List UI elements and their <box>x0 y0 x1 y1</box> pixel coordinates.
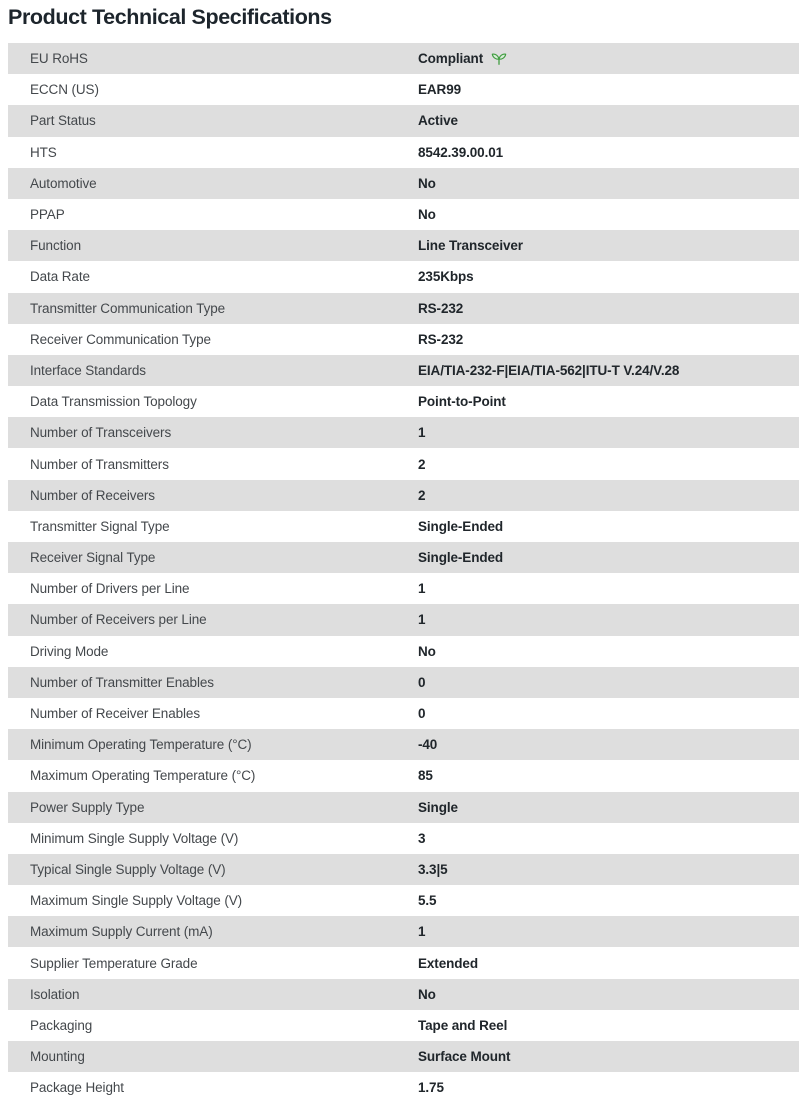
spec-label: Maximum Supply Current (mA) <box>30 924 213 940</box>
spec-row <box>8 1010 799 1041</box>
spec-value-wrap <box>418 924 425 939</box>
spec-value-wrap <box>418 831 425 846</box>
spec-label: ECCN (US) <box>30 82 99 98</box>
spec-row <box>8 823 799 854</box>
spec-label: Number of Drivers per Line <box>30 581 190 597</box>
spec-value: 2 <box>418 456 426 472</box>
spec-label: Supplier Temperature Grade <box>30 955 198 971</box>
spec-value-wrap <box>418 363 679 378</box>
spec-value: 1 <box>418 924 426 940</box>
spec-value-wrap <box>418 394 506 409</box>
spec-value-wrap <box>418 238 523 253</box>
spec-value-wrap <box>418 488 425 503</box>
spec-label: Number of Transceivers <box>30 425 172 441</box>
spec-value-wrap <box>418 862 448 877</box>
page-title: Product Technical Specifications <box>8 5 332 29</box>
spec-label: Data Transmission Topology <box>30 394 197 410</box>
spec-label: Isolation <box>30 986 80 1002</box>
spec-label: Mounting <box>30 1049 85 1065</box>
spec-label: Function <box>30 238 81 254</box>
spec-row <box>8 448 799 479</box>
spec-value: Single-Ended <box>418 518 504 534</box>
spec-value: RS-232 <box>418 331 464 347</box>
spec-row <box>8 355 799 386</box>
spec-label: Minimum Operating Temperature (°C) <box>30 737 252 753</box>
spec-value-wrap <box>418 737 437 752</box>
spec-value: Tape and Reel <box>418 1017 508 1033</box>
spec-row <box>8 1041 799 1072</box>
spec-value: Single <box>418 799 458 815</box>
spec-value-wrap <box>418 82 461 97</box>
spec-value: No <box>418 175 436 191</box>
spec-label: Minimum Single Supply Voltage (V) <box>30 830 239 846</box>
spec-label: Number of Receiver Enables <box>30 706 200 722</box>
spec-value: Point-to-Point <box>418 394 506 410</box>
spec-label: Driving Mode <box>30 643 109 659</box>
spec-value-wrap <box>418 550 503 565</box>
spec-value-wrap <box>418 457 425 472</box>
spec-row <box>8 230 799 261</box>
spec-row <box>8 729 799 760</box>
spec-row <box>8 74 799 105</box>
spec-row <box>8 386 799 417</box>
spec-row <box>8 511 799 542</box>
spec-value-wrap <box>418 51 507 66</box>
leaf-icon <box>491 52 507 66</box>
spec-value-wrap <box>418 706 425 721</box>
spec-row <box>8 636 799 667</box>
spec-value-wrap <box>418 1080 444 1095</box>
spec-value-wrap <box>418 644 436 659</box>
spec-value-wrap <box>418 207 436 222</box>
spec-value-wrap <box>418 145 503 160</box>
spec-row <box>8 916 799 947</box>
spec-value-wrap <box>418 269 474 284</box>
spec-value-wrap <box>418 800 458 815</box>
spec-value-wrap <box>418 612 425 627</box>
spec-row <box>8 698 799 729</box>
spec-label: Automotive <box>30 175 97 191</box>
spec-label: HTS <box>30 144 57 160</box>
spec-row <box>8 480 799 511</box>
spec-value-wrap <box>418 1018 507 1033</box>
spec-value: Line Transceiver <box>418 238 523 254</box>
spec-value-wrap <box>418 893 436 908</box>
spec-value-wrap <box>418 675 425 690</box>
spec-value: 1 <box>418 425 426 441</box>
spec-row <box>8 168 799 199</box>
spec-label: Package Height <box>30 1080 124 1096</box>
spec-label: Receiver Communication Type <box>30 331 211 347</box>
spec-value: Compliant <box>418 51 484 67</box>
spec-row <box>8 43 799 74</box>
spec-value: 1.75 <box>418 1080 444 1096</box>
spec-row <box>8 760 799 791</box>
spec-value: 8542.39.00.01 <box>418 144 504 160</box>
spec-value: EAR99 <box>418 82 462 98</box>
spec-value: Single-Ended <box>418 550 504 566</box>
spec-label: Data Rate <box>30 269 90 285</box>
spec-value: No <box>418 643 436 659</box>
spec-row <box>8 293 799 324</box>
spec-value: Extended <box>418 955 478 971</box>
spec-label: Maximum Operating Temperature (°C) <box>30 768 256 784</box>
spec-row <box>8 324 799 355</box>
spec-row <box>8 885 799 916</box>
spec-value: 3.3|5 <box>418 861 448 877</box>
spec-value: 235Kbps <box>418 269 474 285</box>
spec-value-wrap <box>418 113 458 128</box>
spec-row <box>8 261 799 292</box>
spec-label: Typical Single Supply Voltage (V) <box>30 861 226 877</box>
spec-label: Packaging <box>30 1017 93 1033</box>
spec-value: No <box>418 986 436 1002</box>
spec-value: 3 <box>418 830 426 846</box>
spec-value: EIA/TIA-232-F|EIA/TIA-562|ITU-T V.24/V.28 <box>418 362 680 378</box>
spec-label: Number of Receivers <box>30 487 155 503</box>
spec-value: 1 <box>418 612 426 628</box>
spec-row <box>8 667 799 698</box>
spec-value: 1 <box>418 581 426 597</box>
spec-value: 2 <box>418 487 426 503</box>
spec-value-wrap <box>418 519 503 534</box>
spec-value: 85 <box>418 768 433 784</box>
spec-label: Part Status <box>30 113 96 129</box>
spec-row <box>8 105 799 136</box>
spec-value-wrap <box>418 332 463 347</box>
spec-value-wrap <box>418 581 425 596</box>
spec-value-wrap <box>418 301 463 316</box>
spec-value: No <box>418 207 436 223</box>
spec-value: -40 <box>418 737 438 753</box>
spec-value-wrap <box>418 425 425 440</box>
spec-label: Number of Receivers per Line <box>30 612 207 628</box>
spec-value: 5.5 <box>418 893 437 909</box>
spec-value-wrap <box>418 768 433 783</box>
spec-label: Number of Transmitter Enables <box>30 674 214 690</box>
spec-row <box>8 417 799 448</box>
spec-label: Power Supply Type <box>30 799 145 815</box>
spec-row <box>8 854 799 885</box>
spec-row <box>8 604 799 635</box>
spec-label: PPAP <box>30 207 65 223</box>
spec-row <box>8 979 799 1010</box>
spec-value: Active <box>418 113 458 129</box>
spec-value: RS-232 <box>418 300 464 316</box>
spec-row <box>8 1072 799 1103</box>
spec-table <box>0 43 799 1103</box>
spec-label: Transmitter Communication Type <box>30 300 226 316</box>
spec-value: 0 <box>418 674 426 690</box>
spec-row <box>8 573 799 604</box>
spec-value: Surface Mount <box>418 1049 511 1065</box>
spec-row <box>8 947 799 978</box>
spec-label: Maximum Single Supply Voltage (V) <box>30 893 243 909</box>
spec-row <box>8 199 799 230</box>
spec-label: Number of Transmitters <box>30 456 169 472</box>
spec-value-wrap <box>418 956 478 971</box>
spec-label: Transmitter Signal Type <box>30 518 170 534</box>
spec-row <box>8 137 799 168</box>
spec-label: Interface Standards <box>30 362 146 378</box>
spec-value-wrap <box>418 1049 510 1064</box>
spec-value-wrap <box>418 987 436 1002</box>
spec-value: 0 <box>418 706 426 722</box>
spec-label: Receiver Signal Type <box>30 550 156 566</box>
spec-label: EU RoHS <box>30 51 88 67</box>
spec-row <box>8 792 799 823</box>
spec-value-wrap <box>418 176 436 191</box>
spec-row <box>8 542 799 573</box>
